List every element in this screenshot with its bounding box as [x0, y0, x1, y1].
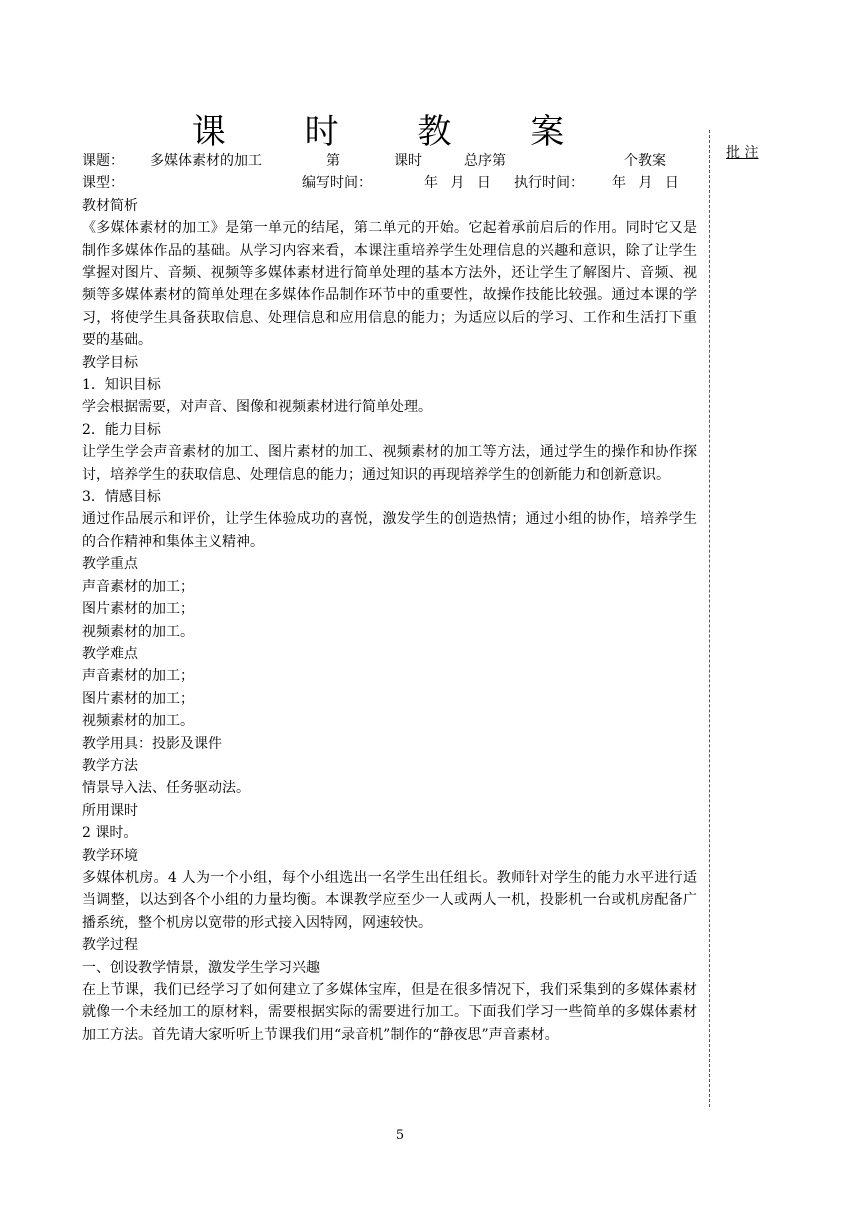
exec-time-label: 执行时间： [514, 175, 584, 192]
plan-count-label: 个教案 [624, 153, 666, 169]
topic-label: 课题： [82, 153, 124, 169]
page-title: 课 时 教 案 [191, 112, 599, 152]
lesson-plan-body [82, 150, 697, 1046]
list-item: 声音素材的加工； [82, 668, 194, 685]
write-time-label: 编写时间： [302, 175, 372, 192]
subheading: 一、创设教学情景，激发学生学习兴趣 [82, 959, 320, 976]
header-row-2 [82, 172, 697, 194]
section-heading: 教学方法 [82, 757, 138, 774]
header-row-1 [82, 150, 697, 172]
paragraph: 在上节课，我们已经学习了如何建立了多媒体宝库，但是在很多情况下，我们采集到的多媒体素材就像一个未经加工的原材料，需要根据实际的需要进行加工。下面我们学习一些简单的多媒体素材加工方法。首先请大家听听上节课我们用“录音机”制作的“静夜思”声音素材。 [82, 982, 697, 1043]
list-item: 视频素材的加工。 [82, 623, 194, 640]
section-heading: 教学用具：投影及课件 [82, 735, 222, 752]
total-sequence-label: 总序第 [464, 153, 506, 169]
section-heading: 教学重点 [82, 556, 138, 573]
section-heading: 教学目标 [82, 354, 138, 371]
exec-date: 年 月 日 [612, 175, 679, 192]
paragraph: 学会根据需要，对声音、图像和视频素材进行简单处理。 [82, 399, 432, 416]
section-heading: 教学环境 [82, 847, 138, 864]
paragraph: 让学生学会声音素材的加工、图片素材的加工、视频素材的加工等方法，通过学生的操作和协作探讨，培养学生的获取信息、处理信息的能力；通过知识的再现培养学生的创新能力和创新意识。 [82, 444, 697, 483]
paragraph: 多媒体机房。4 人为一个小组，每个小组选出一名学生出任组长。教师针对学生的能力水平进行适当调整，以达到各个小组的力量均衡。本课教学应至少一人或两人一机，投影机一台或机房配备广播系统，整个机房以宽带的形式接入因特网，网速较快。 [82, 869, 697, 931]
page-number: 5 [395, 1128, 405, 1143]
subheading: 1．知识目标 [82, 377, 161, 394]
subheading: 3．情感目标 [82, 489, 161, 506]
paragraph: 《多媒体素材的加工》是第一单元的结尾，第二单元的开始。它起着承前启后的作用。同时它又是制作多媒体作品的基础。从学习内容来看，本课注重培养学生处理信息的兴趣和意识，除了让学生掌握对图片、音频、视频等多媒体素材进行简单处理的基本方法外，还让学生了解图片、音频、视频等多媒体素材的简单处理在多媒体作品制作环节中的重要性，故操作技能比较强。通过本课的学习，将使学生具备获取信息、处理信息和应用信息的能力；为适应以后的学习、工作和生活打下重要的基础。 [82, 220, 697, 349]
topic-value: 多媒体素材的加工 [150, 153, 262, 169]
write-date: 年 月 日 [424, 175, 491, 192]
lesson-type-label: 课型： [82, 175, 124, 192]
subheading: 2．能力目标 [82, 421, 161, 438]
paragraph: 2 课时。 [82, 825, 138, 842]
list-item: 图片素材的加工； [82, 690, 194, 707]
section-heading: 教材简析 [82, 197, 138, 214]
list-item: 声音素材的加工； [82, 578, 194, 595]
class-hour-label: 课时 [394, 153, 422, 169]
column-divider [709, 130, 710, 1107]
paragraph: 情景导入法、任务驱动法。 [82, 780, 250, 797]
lesson-number-label: 第 [326, 153, 340, 169]
paragraph: 通过作品展示和评价，让学生体验成功的喜悦，激发学生的创造热情；通过小组的协作，培养学生的合作精神和集体主义精神。 [82, 511, 697, 550]
section-heading: 教学过程 [82, 937, 138, 954]
annotation-column-header: 批 注 [726, 145, 759, 161]
list-item: 视频素材的加工。 [82, 713, 194, 730]
section-heading: 教学难点 [82, 645, 138, 662]
section-heading: 所用课时 [82, 802, 138, 819]
list-item: 图片素材的加工； [82, 601, 194, 618]
